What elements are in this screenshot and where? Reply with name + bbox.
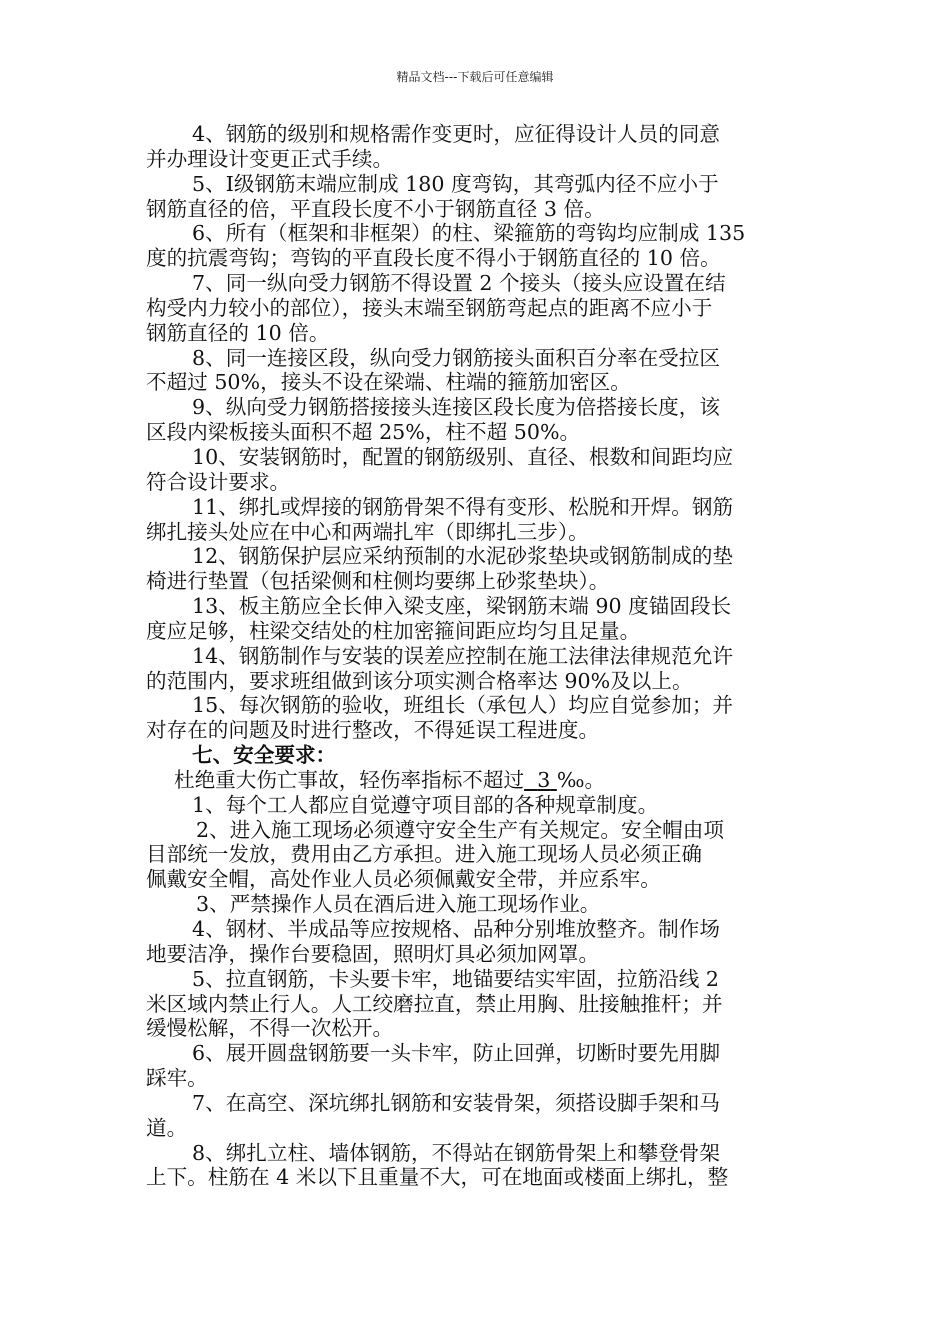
- paragraph-line: 12、钢筋保护层应采纳预制的水泥砂浆垫块或钢筋制成的垫: [192, 544, 734, 569]
- target-unit: ‰。: [556, 767, 606, 792]
- paragraph-line: 3、严禁操作人员在酒后进入施工现场作业。: [196, 892, 601, 917]
- paragraph-line: 椅进行垫置（包括梁侧和柱侧均要绑上砂浆垫块）。: [146, 569, 610, 594]
- section-heading: 七、安全要求：: [192, 743, 337, 768]
- paragraph-line: 不超过 50%，接头不设在梁端、柱端的箍筋加密区。: [146, 370, 631, 395]
- paragraph-line: 6、展开圆盘钢筋要一头卡牢，防止回弹，切断时要先用脚: [192, 1041, 720, 1066]
- paragraph-line: 5、拉直钢筋，卡头要卡牢，地锚要结实牢固，拉筋沿线 2: [192, 966, 719, 991]
- paragraph-line: 度应足够，柱梁交结处的柱加密箍间距应均匀且足量。: [146, 618, 641, 643]
- paragraph-line: 上下。柱筋在 4 米以下且重量不大，可在地面或楼面上绑扎，整: [146, 1165, 729, 1190]
- paragraph-line: 区段内梁板接头面积不超 25%，柱不超 50%。: [146, 420, 581, 445]
- paragraph-line: 佩戴安全帽，高处作业人员必须佩戴安全带，并应系牢。: [146, 867, 661, 892]
- paragraph-line: 钢筋直径的倍，平直段长度不小于钢筋直径 3 倍。: [146, 196, 605, 221]
- paragraph-line: 的范围内，要求班组做到该分项实测合格率达 90%及以上。: [146, 668, 693, 693]
- paragraph-line: 9、纵向受力钢筋搭接接头连接区段长度为倍搭接长度，该: [192, 395, 720, 420]
- paragraph-line: 构受内力较小的部位），接头末端至钢筋弯起点的距离不应小于: [146, 295, 713, 320]
- target-text: 杜绝重大伤亡事故，轻伤率指标不超过: [174, 767, 525, 792]
- paragraph-line: 15、每次钢筋的验收，班组长（承包人）均应自觉参加；并: [192, 693, 734, 718]
- paragraph-line: 7、同一纵向受力钢筋不得设置 2 个接头（接头应设置在结: [192, 271, 726, 296]
- paragraph-line: 踩牢。: [146, 1066, 208, 1091]
- paragraph-line: 钢筋直径的 10 倍。: [146, 320, 330, 345]
- paragraph-line: [146, 768, 822, 793]
- paragraph-line: 道。: [146, 1115, 188, 1140]
- paragraph-line: 绑扎接头处应在中心和两端扎牢（即绑扎三步）。: [146, 519, 589, 544]
- paragraph-line: 1、每个工人都应自觉遵守项目部的各种规章制度。: [192, 792, 659, 817]
- target-value: 3: [537, 767, 551, 792]
- paragraph-line: 4、钢筋的级别和规格需作变更时，应征得设计人员的同意: [192, 122, 720, 146]
- paragraph-line: 8、同一连接区段，纵向受力钢筋接头面积百分率在受拉区: [192, 345, 720, 370]
- paragraph-line: 14、钢筋制作与安装的误差应控制在施工法律法律规范允许: [192, 643, 734, 668]
- paragraph-line: 13、板主筋应全长伸入梁支座，梁钢筋末端 90 度锚固段长: [192, 594, 732, 619]
- paragraph-line: 缓慢松解，不得一次松开。: [146, 1016, 394, 1041]
- document-body: [146, 122, 822, 1190]
- paragraph-line: 8、绑扎立柱、墙体钢筋，不得站在钢筋骨架上和攀登骨架: [192, 1140, 720, 1165]
- paragraph-line: 10、安装钢筋时，配置的钢筋级别、直径、根数和间距均应: [192, 444, 734, 469]
- paragraph-line: 11、绑扎或焊接的钢筋骨架不得有变形、松脱和开焊。钢筋: [192, 494, 734, 519]
- paragraph-line: 符合设计要求。: [146, 469, 291, 494]
- paragraph-line: 2、进入施工现场必须遵守安全生产有关规定。安全帽由项: [196, 817, 724, 842]
- page-header: 精品文档---下载后可任意编辑: [396, 70, 554, 84]
- paragraph-line: 米区域内禁止行人。人工绞磨拉直，禁止用胸、肚接触推杆；并: [146, 991, 723, 1016]
- paragraph-line: 5、Ⅰ级钢筋末端应制成 180 度弯钩，其弯弧内径不应小于: [192, 171, 719, 196]
- paragraph-line: 7、在高空、深坑绑扎钢筋和安装骨架，须搭设脚手架和马: [192, 1090, 720, 1115]
- paragraph-line: 地要洁净，操作台要稳固，照明灯具必须加网罩。: [146, 941, 600, 966]
- paragraph-line: 并办理设计变更正式手续。: [146, 146, 394, 171]
- paragraph-line: 4、钢材、半成品等应按规格、品种分别堆放整齐。制作场: [192, 917, 720, 941]
- paragraph-line: 6、所有（框架和非框架）的柱、梁箍筋的弯钩均应制成 135: [192, 221, 746, 246]
- paragraph-line: 度的抗震弯钩；弯钩的平直段长度不得小于钢筋直径的 10 倍。: [146, 246, 721, 271]
- paragraph-line: 对存在的问题及时进行整改，不得延误工程进度。: [146, 718, 600, 743]
- paragraph-line: 目部统一发放，费用由乙方承担。进入施工现场人员必须正确: [146, 842, 703, 867]
